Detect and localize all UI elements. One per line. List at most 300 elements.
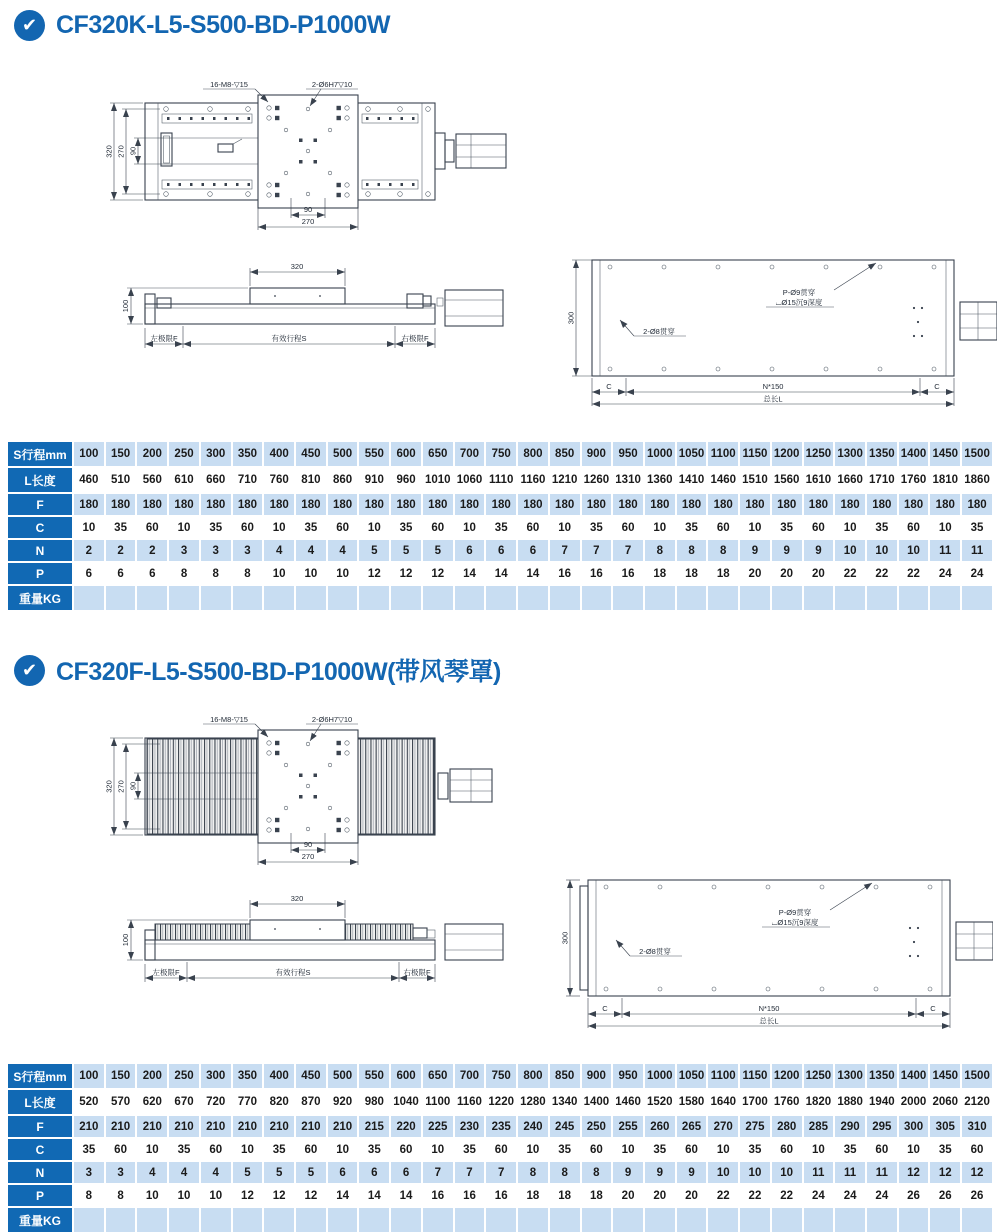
spec-cell: 10 (899, 1139, 929, 1160)
spec-cell: 1350 (867, 442, 897, 466)
row-label: N (8, 1162, 72, 1183)
spec-cell: 245 (550, 1116, 580, 1137)
spec-cell: 14 (359, 1185, 389, 1206)
spec-cell: 4 (169, 1162, 199, 1183)
thread-callout: 16-M8-▽15 (210, 80, 248, 89)
spec-cell: 1810 (930, 468, 960, 492)
spec-cell: 1710 (867, 468, 897, 492)
row-label: F (8, 494, 72, 515)
spec-cell: 180 (677, 494, 707, 515)
spec-cell: 60 (296, 1139, 326, 1160)
dim-label: N*150 (758, 1004, 780, 1013)
spec-cell (518, 1208, 548, 1232)
spec-cell: 300 (201, 1064, 231, 1088)
product-title-2: CF320F-L5-S500-BD-P1000W(带风琴罩) (56, 658, 501, 686)
spec-cell: 60 (106, 1139, 136, 1160)
row-label: C (8, 1139, 72, 1160)
spec-cell: 16 (613, 563, 643, 584)
spec-cell: 35 (582, 517, 612, 538)
spec-cell (550, 1208, 580, 1232)
spec-cell: 750 (486, 1064, 516, 1088)
spec-cell: 2120 (962, 1090, 992, 1114)
spec-cell (930, 586, 960, 610)
spec-cell: 16 (423, 1185, 453, 1206)
spec-cell: 20 (613, 1185, 643, 1206)
row-label: 重量KG (8, 586, 72, 610)
spec-cell: 225 (423, 1116, 453, 1137)
spec-cell (930, 1208, 960, 1232)
dim-label: C (930, 1004, 936, 1013)
spec-cell: 1880 (835, 1090, 865, 1114)
dim-label: 320 (104, 145, 114, 158)
spec-cell: 8 (708, 540, 738, 561)
table-row (8, 1064, 992, 1088)
spec-cell: 4 (328, 540, 358, 561)
table-row (8, 1162, 992, 1183)
spec-cell: 1310 (613, 468, 643, 492)
spec-cell: 300 (201, 442, 231, 466)
spec-cell: 8 (106, 1185, 136, 1206)
product-title-1: CF320K-L5-S500-BD-P1000W (56, 11, 390, 39)
spec-cell: 12 (899, 1162, 929, 1183)
spec-cell: 1350 (867, 1064, 897, 1088)
spec-cell: 22 (835, 563, 865, 584)
spec-cell (455, 586, 485, 610)
spec-cell: 24 (867, 1185, 897, 1206)
spec-cell: 20 (677, 1185, 707, 1206)
spec-cell: 800 (518, 1064, 548, 1088)
spec-cell: 1210 (550, 468, 580, 492)
spec-cell: 8 (169, 563, 199, 584)
spec-cell: 180 (962, 494, 992, 515)
spec-cell: 1460 (613, 1090, 643, 1114)
spec-cell: 16 (486, 1185, 516, 1206)
spec-cell: 8 (677, 540, 707, 561)
spec-cell (645, 586, 675, 610)
spec-cell: 3 (201, 540, 231, 561)
spec-cell: 1050 (677, 442, 707, 466)
spec-cell: 35 (455, 1139, 485, 1160)
dim-label: 270 (116, 780, 126, 793)
spec-cell: 10 (867, 540, 897, 561)
spec-cell: 10 (835, 540, 865, 561)
spec-cell: 18 (708, 563, 738, 584)
spec-cell (582, 1208, 612, 1232)
spec-cell: 7 (423, 1162, 453, 1183)
spec-cell: 35 (550, 1139, 580, 1160)
spec-cell: 350 (233, 442, 263, 466)
spec-cell: 1500 (962, 1064, 992, 1088)
spec-cell (962, 586, 992, 610)
spec-cell (328, 586, 358, 610)
spec-cell (962, 1208, 992, 1232)
side-view-drawing-1 (115, 248, 515, 363)
spec-cell: 35 (264, 1139, 294, 1160)
spec-cell: 11 (867, 1162, 897, 1183)
spec-cell (137, 586, 167, 610)
spec-cell: 810 (296, 468, 326, 492)
table-row (8, 1208, 992, 1232)
spec-cell (550, 586, 580, 610)
section-header-2 (14, 652, 501, 688)
bottom-view-drawing-1 (562, 246, 997, 411)
spec-cell: 180 (550, 494, 580, 515)
table-row (8, 442, 992, 466)
table-row (8, 1185, 992, 1206)
spec-cell: 180 (582, 494, 612, 515)
total-length-label: 总长L (763, 394, 783, 404)
spec-cell: 8 (645, 540, 675, 561)
spec-cell (296, 586, 326, 610)
spec-cell (613, 586, 643, 610)
spec-cell: 60 (518, 517, 548, 538)
p-hole-callout-line1: P-Ø9贯穿 (782, 288, 816, 297)
spec-cell: 6 (391, 1162, 421, 1183)
spec-cell: 9 (645, 1162, 675, 1183)
spec-cell (423, 586, 453, 610)
top-view-drawing-2 (100, 713, 520, 888)
dim-label: 300 (560, 931, 570, 945)
spec-cell: 1450 (930, 1064, 960, 1088)
spec-cell (328, 1208, 358, 1232)
spec-cell: 960 (391, 468, 421, 492)
spec-cell: 6 (328, 1162, 358, 1183)
spec-cell (201, 586, 231, 610)
spec-cell: 550 (359, 442, 389, 466)
left-limit-label: 左极限F (152, 968, 180, 977)
spec-cell: 10 (423, 1139, 453, 1160)
spec-cell: 3 (233, 540, 263, 561)
table-row (8, 1116, 992, 1137)
spec-cell (804, 1208, 834, 1232)
spec-cell: 1500 (962, 442, 992, 466)
spec-cell: 280 (772, 1116, 802, 1137)
spec-cell: 60 (201, 1139, 231, 1160)
spec-cell (74, 586, 104, 610)
spec-cell: 35 (106, 517, 136, 538)
table-row (8, 1090, 992, 1114)
spec-cell: 24 (804, 1185, 834, 1206)
spec-cell: 3 (106, 1162, 136, 1183)
spec-cell: 60 (328, 517, 358, 538)
spec-cell: 10 (740, 517, 770, 538)
spec-cell: 210 (74, 1116, 104, 1137)
spec-cell: 1400 (899, 442, 929, 466)
spec-cell: 400 (264, 442, 294, 466)
spec-cell: 310 (962, 1116, 992, 1137)
stroke-label: 有效行程S (275, 968, 311, 977)
p-hole-callout-line2: ⌴Ø15沉9深度 (771, 918, 819, 927)
spec-cell: 4 (296, 540, 326, 561)
spec-cell: 180 (359, 494, 389, 515)
spec-cell: 10 (835, 517, 865, 538)
spec-cell: 7 (582, 540, 612, 561)
spec-cell: 180 (740, 494, 770, 515)
spec-cell: 10 (708, 1162, 738, 1183)
spec-cell: 11 (962, 540, 992, 561)
spec-cell: 210 (169, 1116, 199, 1137)
spec-cell: 850 (550, 1064, 580, 1088)
spec-cell: 180 (296, 494, 326, 515)
spec-cell: 1100 (708, 442, 738, 466)
spec-cell: 1160 (455, 1090, 485, 1114)
spec-cell: 10 (74, 517, 104, 538)
spec-cell: 750 (486, 442, 516, 466)
spec-cell: 60 (962, 1139, 992, 1160)
spec-cell: 35 (74, 1139, 104, 1160)
row-label: N (8, 540, 72, 561)
spec-cell: 1100 (708, 1064, 738, 1088)
spec-cell: 10 (613, 1139, 643, 1160)
spec-cell: 570 (106, 1090, 136, 1114)
spec-cell: 250 (169, 1064, 199, 1088)
spec-cell: 720 (201, 1090, 231, 1114)
spec-cell (645, 1208, 675, 1232)
spec-cell: 6 (518, 540, 548, 561)
spec-cell: 230 (455, 1116, 485, 1137)
dim-label: 90 (128, 781, 138, 791)
spec-cell: 10 (518, 1139, 548, 1160)
spec-cell: 200 (137, 1064, 167, 1088)
row-label: S行程mm (8, 442, 72, 466)
spec-cell: 8 (518, 1162, 548, 1183)
spec-cell: 650 (423, 1064, 453, 1088)
spec-cell: 10 (169, 517, 199, 538)
spec-cell: 10 (264, 563, 294, 584)
spec-cell: 450 (296, 442, 326, 466)
spec-cell: 1260 (582, 468, 612, 492)
spec-cell: 180 (772, 494, 802, 515)
spec-cell: 1400 (899, 1064, 929, 1088)
spec-cell: 11 (804, 1162, 834, 1183)
spec-cell: 14 (486, 563, 516, 584)
spec-cell: 14 (328, 1185, 358, 1206)
spec-cell: 24 (962, 563, 992, 584)
spec-cell: 650 (423, 442, 453, 466)
top-view-drawing-1 (100, 78, 520, 253)
spec-cell: 700 (455, 442, 485, 466)
spec-cell: 12 (296, 1185, 326, 1206)
table-row (8, 586, 992, 610)
table-row (8, 517, 992, 538)
spec-cell (233, 586, 263, 610)
spec-cell: 450 (296, 1064, 326, 1088)
spec-cell (486, 1208, 516, 1232)
spec-cell: 285 (804, 1116, 834, 1137)
spec-cell: 1640 (708, 1090, 738, 1114)
row-label: F (8, 1116, 72, 1137)
dim-label: 270 (116, 145, 126, 158)
dim-label: 270 (301, 852, 315, 861)
spec-cell: 22 (740, 1185, 770, 1206)
dim-label: C (602, 1004, 608, 1013)
spec-cell (772, 1208, 802, 1232)
spec-cell: 60 (233, 517, 263, 538)
spec-cell: 500 (328, 1064, 358, 1088)
spec-cell: 2 (74, 540, 104, 561)
p-hole-callout-line1: P-Ø9贯穿 (778, 908, 812, 917)
spec-cell: 60 (772, 1139, 802, 1160)
spec-cell: 10 (455, 517, 485, 538)
spec-cell: 180 (137, 494, 167, 515)
p-hole-callout-line2: ⌴Ø15沉9深度 (775, 298, 823, 307)
spec-cell: 1340 (550, 1090, 580, 1114)
spec-cell: 60 (708, 517, 738, 538)
spec-cell: 6 (106, 563, 136, 584)
spec-cell: 8 (582, 1162, 612, 1183)
spec-table-1 (6, 440, 994, 612)
spec-cell: 1360 (645, 468, 675, 492)
spec-cell: 210 (264, 1116, 294, 1137)
spec-cell: 18 (582, 1185, 612, 1206)
spec-cell: 820 (264, 1090, 294, 1114)
spec-cell: 6 (455, 540, 485, 561)
spec-cell: 60 (804, 517, 834, 538)
spec-cell (867, 586, 897, 610)
spec-cell: 600 (391, 442, 421, 466)
dim-label: 300 (566, 311, 576, 325)
spec-cell (391, 1208, 421, 1232)
spec-cell: 550 (359, 1064, 389, 1088)
spec-cell: 1250 (804, 442, 834, 466)
spec-cell (264, 1208, 294, 1232)
spec-cell: 180 (930, 494, 960, 515)
spec-cell: 9 (772, 540, 802, 561)
spec-cell: 900 (582, 442, 612, 466)
spec-cell: 16 (582, 563, 612, 584)
spec-cell (391, 586, 421, 610)
spec-cell: 180 (518, 494, 548, 515)
spec-cell: 60 (137, 517, 167, 538)
spec-cell: 60 (613, 517, 643, 538)
spec-cell: 1220 (486, 1090, 516, 1114)
spec-cell: 10 (804, 1139, 834, 1160)
spec-cell: 10 (328, 1139, 358, 1160)
left-limit-label: 左极限F (150, 334, 178, 343)
spec-cell: 24 (930, 563, 960, 584)
spec-cell: 950 (613, 1064, 643, 1088)
stroke-label: 有效行程S (271, 334, 307, 343)
spec-cell: 35 (962, 517, 992, 538)
spec-cell: 12 (930, 1162, 960, 1183)
spec-cell: 9 (613, 1162, 643, 1183)
spec-cell (201, 1208, 231, 1232)
spec-cell: 510 (106, 468, 136, 492)
dim-label: C (606, 382, 612, 391)
spec-cell: 5 (264, 1162, 294, 1183)
total-length-label: 总长L (759, 1016, 779, 1026)
spec-cell: 3 (169, 540, 199, 561)
spec-cell (677, 1208, 707, 1232)
spec-cell: 12 (391, 563, 421, 584)
dim-label: C (934, 382, 940, 391)
spec-cell: 100 (74, 1064, 104, 1088)
spec-cell: 4 (137, 1162, 167, 1183)
spec-cell: 770 (233, 1090, 263, 1114)
spec-cell: 305 (930, 1116, 960, 1137)
spec-cell (740, 1208, 770, 1232)
spec-cell: 26 (930, 1185, 960, 1206)
dim-label: 100 (121, 299, 130, 313)
spec-cell: 35 (169, 1139, 199, 1160)
spec-cell: 1400 (582, 1090, 612, 1114)
spec-cell: 180 (645, 494, 675, 515)
spec-cell: 14 (391, 1185, 421, 1206)
spec-cell: 22 (899, 563, 929, 584)
right-limit-label: 右极限F (403, 968, 431, 977)
table-row (8, 468, 992, 492)
spec-cell: 11 (835, 1162, 865, 1183)
spec-cell: 600 (391, 1064, 421, 1088)
spec-cell: 5 (233, 1162, 263, 1183)
spec-cell: 8 (201, 563, 231, 584)
spec-cell: 180 (486, 494, 516, 515)
spec-cell: 12 (359, 563, 389, 584)
row-label: S行程mm (8, 1064, 72, 1088)
spec-cell: 10 (233, 1139, 263, 1160)
spec-cell: 800 (518, 442, 548, 466)
spec-cell: 180 (169, 494, 199, 515)
spec-cell: 1450 (930, 442, 960, 466)
spec-cell: 210 (296, 1116, 326, 1137)
dim-label: 320 (290, 894, 304, 903)
spec-cell: 180 (455, 494, 485, 515)
spec-cell (899, 586, 929, 610)
spec-cell: 5 (423, 540, 453, 561)
spec-cell (835, 586, 865, 610)
spec-cell (899, 1208, 929, 1232)
spec-cell: 60 (486, 1139, 516, 1160)
spec-cell: 265 (677, 1116, 707, 1137)
spec-cell (359, 1208, 389, 1232)
spec-cell: 60 (391, 1139, 421, 1160)
spec-cell: 180 (423, 494, 453, 515)
spec-cell: 180 (328, 494, 358, 515)
spec-cell: 9 (677, 1162, 707, 1183)
spec-cell: 255 (613, 1116, 643, 1137)
bottom-view-drawing-2 (558, 866, 993, 1036)
spec-cell: 1200 (772, 442, 802, 466)
spec-cell: 1300 (835, 1064, 865, 1088)
dim-label: 320 (290, 262, 304, 271)
spec-cell (169, 1208, 199, 1232)
spec-cell (106, 1208, 136, 1232)
spec-cell (423, 1208, 453, 1232)
spec-cell (264, 586, 294, 610)
spec-cell: 210 (137, 1116, 167, 1137)
spec-cell (359, 586, 389, 610)
spec-cell (867, 1208, 897, 1232)
spec-cell: 14 (455, 563, 485, 584)
spec-cell: 4 (201, 1162, 231, 1183)
spec-cell: 1760 (899, 468, 929, 492)
spec-cell: 700 (455, 1064, 485, 1088)
dim-label: 320 (104, 780, 114, 793)
spec-cell: 660 (201, 468, 231, 492)
spec-cell: 2 (106, 540, 136, 561)
spec-cell: 1050 (677, 1064, 707, 1088)
spec-cell: 900 (582, 1064, 612, 1088)
spec-cell: 1510 (740, 468, 770, 492)
spec-cell: 300 (899, 1116, 929, 1137)
pin-callout: 2-Ø8贯穿 (639, 947, 671, 956)
spec-cell: 2000 (899, 1090, 929, 1114)
spec-cell: 10 (137, 1139, 167, 1160)
spec-cell: 6 (74, 563, 104, 584)
row-label: L长度 (8, 1090, 72, 1114)
spec-cell: 6 (486, 540, 516, 561)
spec-cell: 8 (233, 563, 263, 584)
